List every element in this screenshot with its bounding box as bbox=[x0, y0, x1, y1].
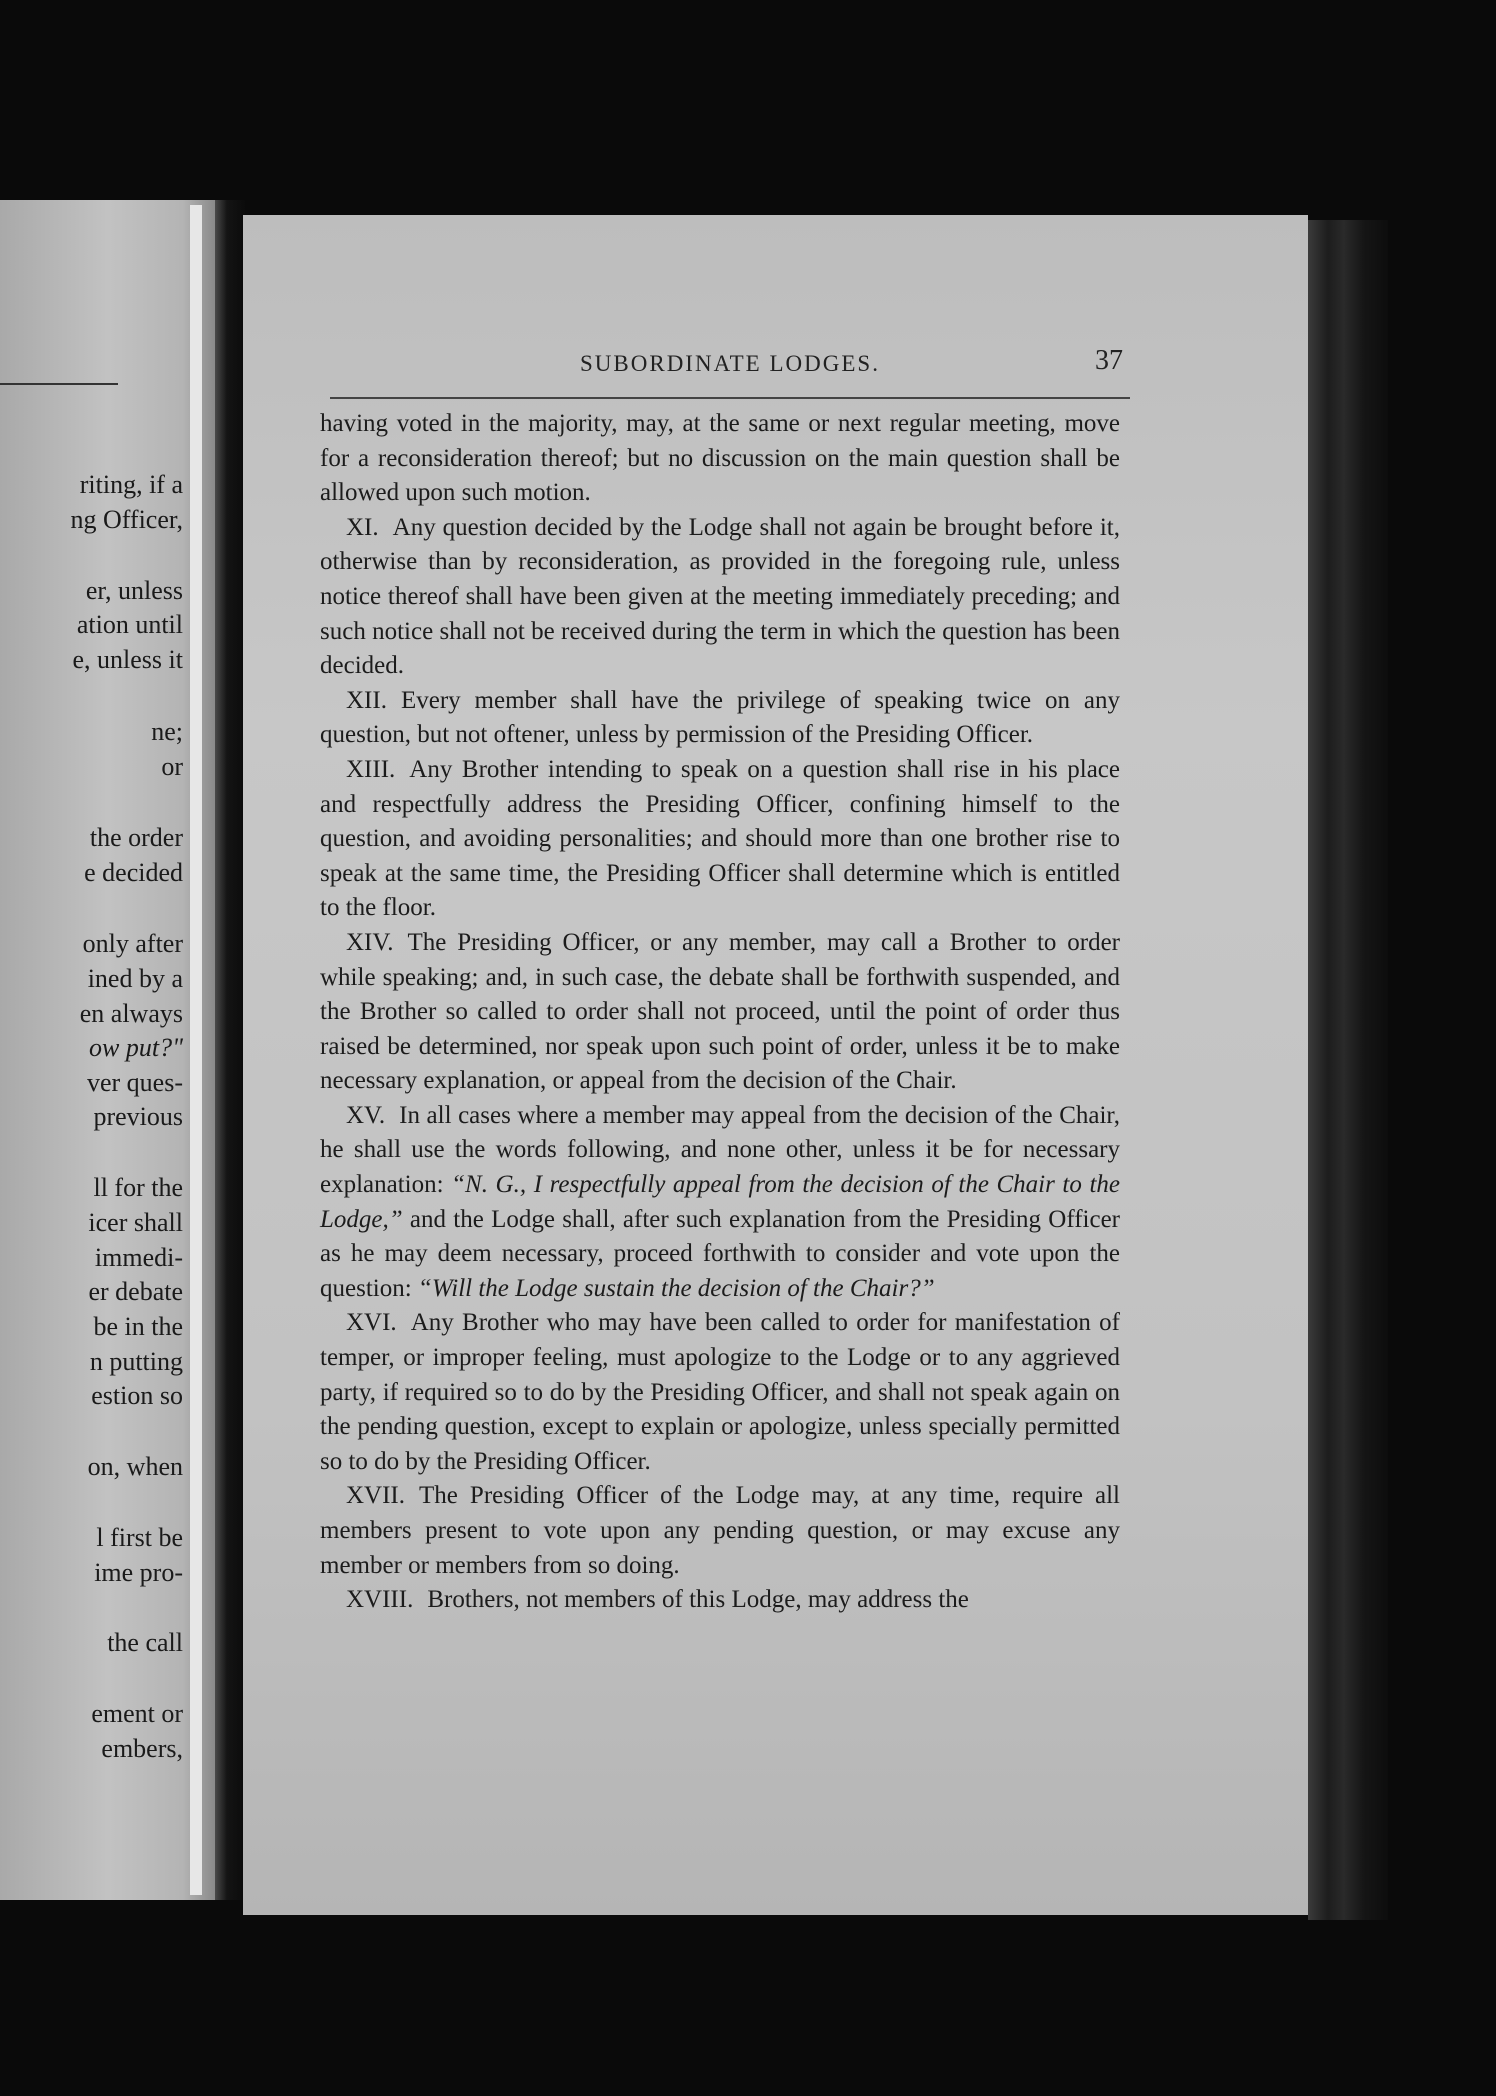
left-page-line: e, unless it bbox=[72, 645, 183, 674]
left-page-line: ll for the bbox=[93, 1173, 183, 1202]
paragraph-text: The Presiding Officer, or any member, may call a Brother to order while speaking; and, in such case, the debate shall be forthwith suspended, and the Brother so called to order shall not proceed, until the point of order thus raised be determined, nor speak upon such point of order, unless it be to make necessary explanation, or appeal from the decision of the Chair. bbox=[320, 928, 1120, 1095]
rule-xi bbox=[320, 511, 1120, 684]
paragraph-text: Brothers, not members of this Lodge, may address the bbox=[427, 1586, 969, 1614]
paragraph-text: Every member shall have the privilege of speaking twice on any question, but not oftener, unless by permission of the Presiding Officer. bbox=[320, 686, 1120, 749]
paragraph-text: and the Lodge shall, after such explanation from the Presiding Officer as he may deem necessary, proceed forthwith to consider and vote upon the question: bbox=[320, 1205, 1121, 1302]
left-page-line: on, when bbox=[87, 1452, 183, 1481]
quoted-question: “Will the Lodge sustain the decision of the Chair?” bbox=[417, 1274, 935, 1302]
left-page-line: ement or bbox=[91, 1699, 183, 1728]
left-page-line: or bbox=[161, 752, 183, 781]
left-page-line: er debate bbox=[88, 1277, 183, 1306]
left-page-line: be in the bbox=[93, 1312, 183, 1341]
rule-number: XI. bbox=[346, 513, 379, 541]
rule-xviii bbox=[320, 1583, 1120, 1618]
page-number: 37 bbox=[1095, 345, 1123, 376]
rule-number: XV. bbox=[346, 1101, 386, 1129]
rule-xii bbox=[320, 684, 1120, 753]
paragraph-text: Any Brother intending to speak on a question shall rise in his place and respectfully address the Presiding Officer, confining himself to the question, and avoiding personalities; and should more than one brother rise to speak at the same time, the Presiding Officer shall determine which is entitled to the floor. bbox=[320, 755, 1120, 922]
left-page-line: the order bbox=[89, 823, 183, 852]
left-page-line: embers, bbox=[101, 1734, 183, 1763]
left-page-rule bbox=[0, 383, 118, 385]
rule-xvii bbox=[320, 1479, 1120, 1583]
rule-number: XIII. bbox=[346, 755, 396, 783]
left-page-line: ow put?" bbox=[89, 1033, 183, 1062]
paragraph-text: The Presiding Officer of the Lodge may, at any time, require all members present to vote upon any pending question, or may excuse any member or members from so doing. bbox=[320, 1482, 1120, 1579]
body-text bbox=[320, 407, 1120, 1618]
paragraph-text: In all cases where a member may appeal from the decision of the Chair, he shall use the words following, and none other, unless it be for necessary explanation: bbox=[320, 1101, 1120, 1199]
left-page-line: ver ques- bbox=[86, 1068, 183, 1097]
left-page-line: icer shall bbox=[88, 1208, 183, 1237]
rule-number: XIV. bbox=[346, 928, 394, 956]
rule-xv bbox=[320, 1099, 1120, 1307]
left-page-line: ined by a bbox=[87, 964, 183, 993]
left-page-line: e decided bbox=[84, 858, 183, 887]
left-page-line: estion so bbox=[91, 1381, 183, 1410]
left-page-line: n putting bbox=[89, 1347, 183, 1376]
rule-xiv bbox=[320, 926, 1120, 1099]
running-head bbox=[330, 345, 1130, 395]
left-page-line: only after bbox=[82, 929, 183, 958]
paragraph-text: Any question decided by the Lodge shall not again be brought before it, otherwise than by reconsideration, as provided in the foregoing rule, unless notice thereof shall have been given at the meeting immediately preceding; and such notice shall not be received during the term in which the question has been decided. bbox=[320, 513, 1120, 680]
quoted-appeal: “N. G., I respectfully appeal from the decision of the Chair to the Lodge,” bbox=[320, 1171, 1120, 1233]
page-stack-edge bbox=[1308, 220, 1388, 1920]
left-page-line: ation until bbox=[76, 610, 183, 639]
running-head-title: SUBORDINATE LODGES. bbox=[580, 351, 880, 376]
page-gutter bbox=[215, 200, 245, 1900]
left-page-line: previous bbox=[93, 1102, 183, 1131]
left-page-line: the call bbox=[107, 1628, 183, 1657]
left-page-line: l first be bbox=[96, 1523, 183, 1552]
left-page-line: ne; bbox=[151, 717, 183, 746]
left-page-line: er, unless bbox=[85, 576, 183, 605]
paragraph-text: having voted in the majority, may, at the same or next regular meeting, move for a reconsideration thereof; but no discussion on the main question shall be allowed upon such motion. bbox=[320, 410, 1120, 507]
rule-xvi bbox=[320, 1306, 1120, 1479]
left-page-line: en always bbox=[79, 999, 183, 1028]
paragraph-text: Any Brother who may have been called to order for manifestation of temper, or improper feeling, must apologize to the Lodge or to any aggrieved party, if required so to do by the Presiding Officer, and shall not speak again on the pending question, except to explain or apologize, unless specially permitted so to do by the Presiding Officer. bbox=[320, 1309, 1120, 1475]
left-page-line: immedi- bbox=[94, 1243, 183, 1272]
running-head-rule bbox=[330, 397, 1130, 399]
rule-number: XVI. bbox=[346, 1309, 397, 1337]
rule-number: XVIII. bbox=[346, 1586, 414, 1614]
paragraph-continued bbox=[320, 407, 1120, 511]
page-gutter-edge bbox=[190, 205, 202, 1895]
rule-number: XVII. bbox=[346, 1482, 406, 1510]
left-page-line: ime pro- bbox=[94, 1558, 183, 1587]
left-facing-page bbox=[0, 200, 215, 1900]
rule-number: XII. bbox=[346, 686, 387, 714]
left-page-line: riting, if a bbox=[79, 470, 183, 499]
left-page-line: ng Officer, bbox=[70, 505, 183, 534]
rule-xiii bbox=[320, 753, 1120, 926]
